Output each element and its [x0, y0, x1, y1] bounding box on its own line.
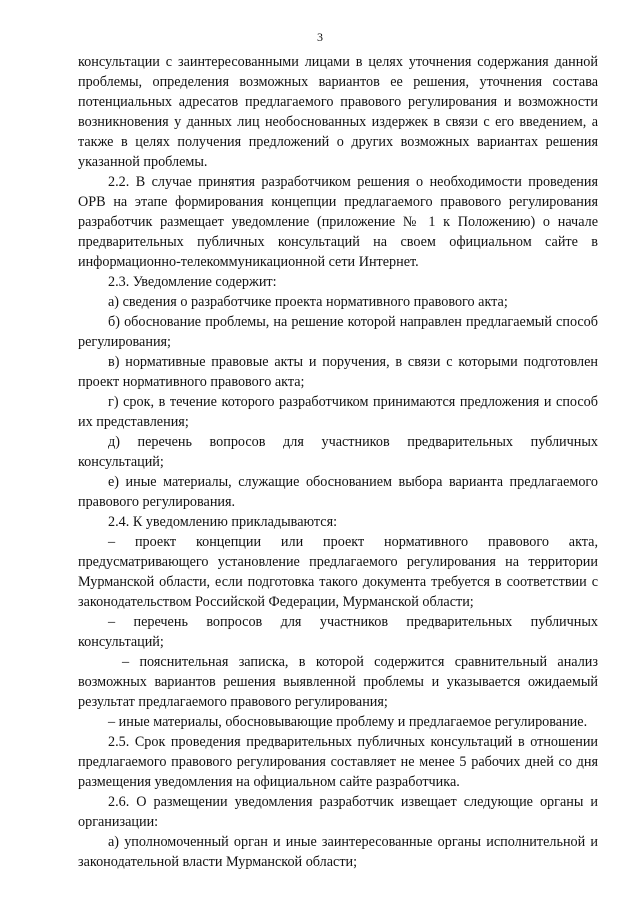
- list-item-2-3-e: е) иные материалы, служащие обоснованием выбора варианта предлагаемого правового регулирования.: [78, 474, 598, 510]
- list-item-2-4-project: – проект концепции или проект нормативного правового акта, предусматривающего установление предлагаемого регулирования на территории Мурманской области, если подготовка такого документа требуется в соответствии с законодательством Российской Федерации, Мурманской области;: [78, 534, 598, 610]
- list-item-2-4-explanatory-note: – пояснительная записка, в которой содержится сравнительный анализ возможных вариантов решения выявленной проблемы и указывается ожидаемый результат предлагаемого правового регулирования;: [78, 654, 598, 710]
- list-item-2-3-v: в) нормативные правовые акты и поручения, в связи с которыми подготовлен проект нормативного правового акта;: [78, 354, 598, 390]
- list-item-2-4-questions: – перечень вопросов для участников предварительных публичных консультаций;: [78, 614, 598, 650]
- list-item-2-3-d: д) перечень вопросов для участников предварительных публичных консультаций;: [78, 434, 598, 470]
- paragraph-2-3: 2.3. Уведомление содержит:: [108, 274, 277, 290]
- document-body: [78, 52, 598, 872]
- paragraph-consultations-continued: консультации с заинтересованными лицами в целях уточнения содержания данной проблемы, определения возможных вариантов ее решения, уточнения состава потенциальных адресатов предлагаемого правового регулирования и возможности возникновения у данных лиц необоснованных издержек в связи с его введением, а также в целях получения предложений о других возможных вариантах решения указанной проблемы.: [78, 54, 598, 170]
- paragraph-2-4: 2.4. К уведомлению прикладываются:: [108, 514, 338, 530]
- list-item-2-6-a: а) уполномоченный орган и иные заинтересованные органы исполнительной и законодательной власти Мурманской области;: [78, 834, 598, 870]
- paragraph-2-5: 2.5. Срок проведения предварительных публичных консультаций в отношении предлагаемого правового регулирования составляет не менее 5 рабочих дней со дня размещения уведомления на официальном сайте разработчика.: [78, 734, 598, 790]
- list-item-2-3-a: а) сведения о разработчике проекта нормативного правового акта;: [108, 294, 508, 310]
- list-item-2-3-b: б) обоснование проблемы, на решение которой направлен предлагаемый способ регулирования;: [78, 314, 598, 350]
- paragraph-2-6: 2.6. О размещении уведомления разработчик извещает следующие органы и организации:: [78, 794, 598, 830]
- page-number: 3: [317, 30, 323, 44]
- paragraph-2-2: 2.2. В случае принятия разработчиком решения о необходимости проведения ОРВ на этапе формирования концепции предлагаемого правового регулирования разработчик размещает уведомление (приложение № 1 к Положению) о начале предварительных публичных консультаций на своем официальном сайте в информационно-телекоммуникационной сети Интернет.: [78, 174, 598, 270]
- list-item-2-3-g: г) срок, в течение которого разработчиком принимаются предложения и способ их представления;: [78, 394, 598, 430]
- list-item-2-4-other-materials: – иные материалы, обосновывающие проблему и предлагаемое регулирование.: [108, 714, 588, 730]
